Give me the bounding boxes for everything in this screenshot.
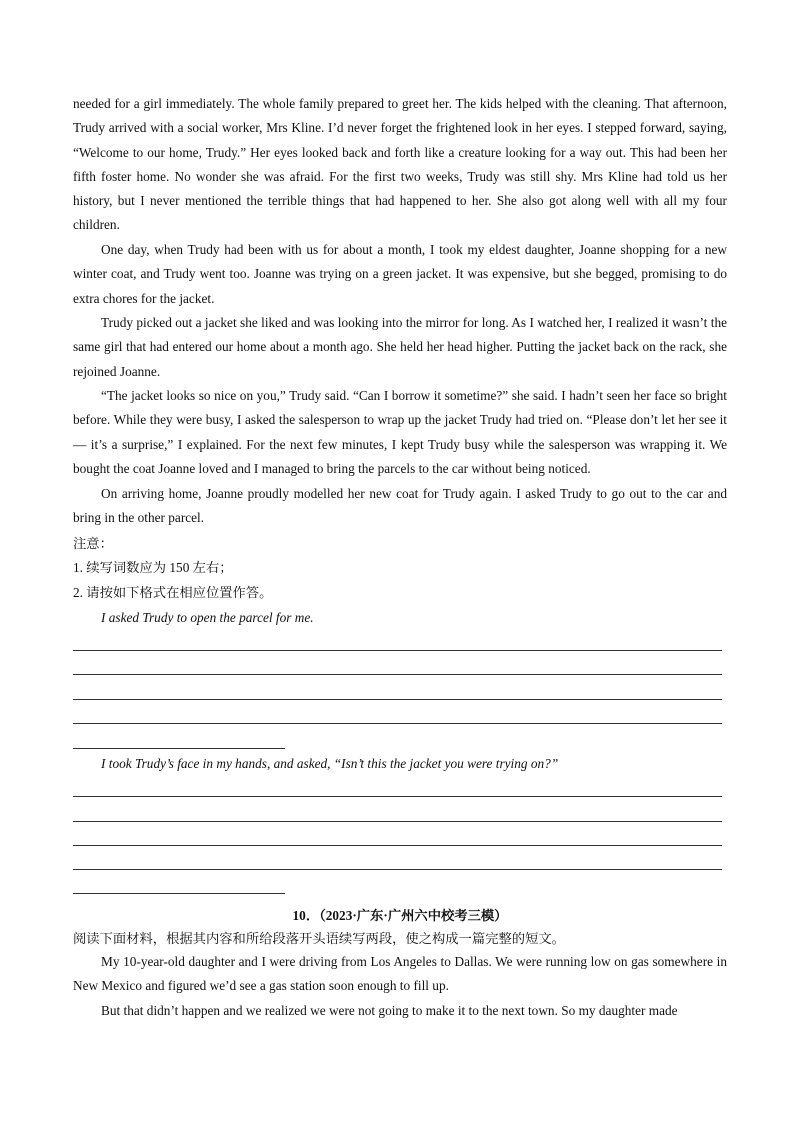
story-paragraph-5: On arriving home, Joanne proudly modelled her new coat for Trudy again. I asked Trudy to go out to the car and bring in the other parcel.: [73, 486, 727, 526]
question-paragraph-1: My 10-year-old daughter and I were driving from Los Angeles to Dallas. We were running low on gas somewhere in New Mexico and figured we’d see a gas station soon enough to fill up.: [73, 954, 727, 994]
story-paragraph-3: Trudy picked out a jacket she liked and was looking into the mirror for long. As I watched her, I realized it wasn’t the same girl that had entered our home about a month ago. She held her head higher. Putting the jacket back on the rack, she rejoined Joanne.: [73, 315, 727, 379]
answer-line[interactable]: [73, 796, 722, 797]
question-heading: 10．（2023·广东·广州六中校考三模）: [292, 908, 508, 923]
notes-item-1: 1. 续写词数应为 150 左右；: [73, 560, 233, 575]
answer-line[interactable]: [73, 893, 285, 894]
answer-line[interactable]: [73, 748, 285, 749]
answer-line[interactable]: [73, 699, 722, 700]
prompt-second: I took Trudy’s face in my hands, and asked, “Isn’t this the jacket you were trying on?”: [101, 756, 559, 771]
answer-line[interactable]: [73, 650, 722, 651]
story-paragraph-1: needed for a girl immediately. The whole family prepared to greet her. The kids helped with the cleaning. That afternoon, Trudy arrived with a social worker, Mrs Kline. I’d never forget the frightened look in her eyes. I stepped forward, saying, “Welcome to our home, Trudy.” Her eyes looked back and forth like a creature looking for a way out. This had been her fifth foster home. No wonder she was afraid. For the first two weeks, Trudy was still shy. Mrs Kline had told us her history, but I never mentioned the terrible things that had happened to her. She also got along well with all my four children.: [73, 96, 727, 233]
answer-line[interactable]: [73, 674, 722, 675]
answer-line[interactable]: [73, 845, 722, 846]
notes-item-2: 2. 请按如下格式在相应位置作答。: [73, 585, 273, 600]
answer-line[interactable]: [73, 869, 722, 870]
story-paragraph-4: “The jacket looks so nice on you,” Trudy said. “Can I borrow it sometime?” she said. I hadn’t seen her face so bright before. While they were busy, I asked the salesperson to wrap up the jacket Trudy had tried on. “Please don’t let her see it — it’s a surprise,” I explained. For the next few minutes, I kept Trudy busy while the salesperson was wrapping it. We bought the coat Joanne loved and I managed to bring the parcels to the car without being noticed.: [73, 388, 727, 476]
question-instruction: 阅读下面材料，根据其内容和所给段落开头语续写两段，使之构成一篇完整的短文。: [73, 931, 565, 946]
answer-line[interactable]: [73, 821, 722, 822]
prompt-first: I asked Trudy to open the parcel for me.: [101, 610, 314, 625]
notes-title: 注意：: [73, 536, 113, 551]
story-paragraph-2: One day, when Trudy had been with us for about a month, I took my eldest daughter, Joanne shopping for a new winter coat, and Trudy went too. Joanne was trying on a green jacket. It was expensive, but she begged, promising to do extra chores for the jacket.: [73, 242, 727, 306]
answer-line[interactable]: [73, 723, 722, 724]
question-paragraph-2: But that didn’t happen and we realized we were not going to make it to the next town. So my daughter made: [101, 1003, 678, 1018]
